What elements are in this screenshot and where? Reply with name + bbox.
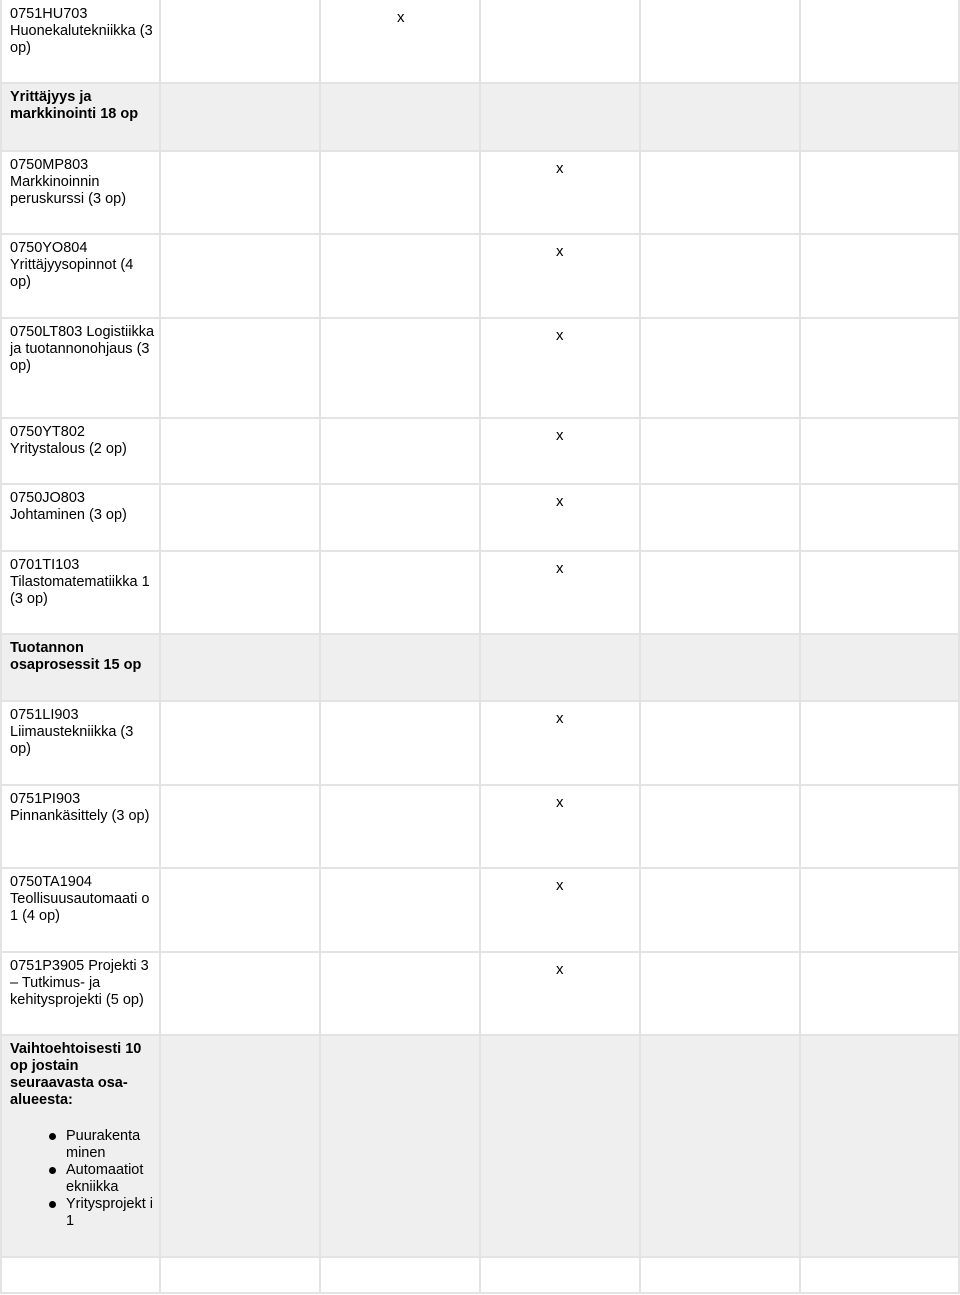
column-divider: [0, 952, 2, 1035]
row-divider: [0, 867, 960, 869]
column-divider: [799, 0, 801, 83]
course-name: 0750TA1904 Teollisuusautomaati o 1 (4 op): [10, 874, 150, 924]
course-name: 0751HU703 Huonekalutekniikka (3 op): [10, 6, 153, 56]
column-divider: [0, 0, 2, 83]
table-row: [0, 551, 960, 634]
column-divider: [479, 318, 481, 418]
selection-mark: x: [556, 160, 564, 177]
column-divider: [0, 234, 2, 318]
column-divider: [479, 234, 481, 318]
table-row: [0, 701, 960, 785]
column-divider: [0, 151, 2, 234]
selection-mark: x: [556, 710, 564, 727]
row-divider: [0, 1034, 960, 1036]
column-divider: [0, 418, 2, 484]
table-row: [0, 318, 960, 418]
column-divider: [0, 1035, 2, 1257]
row-divider: [0, 784, 960, 786]
column-divider: [799, 785, 801, 868]
column-divider: [479, 1257, 481, 1293]
selection-mark: x: [556, 243, 564, 260]
column-divider: [159, 701, 161, 785]
column-divider: [479, 83, 481, 151]
column-divider: [319, 83, 321, 151]
section-title: Vaihtoehtoisesti 10 op jostain seuraavasta osa-alueesta:: [10, 1041, 142, 1108]
column-divider: [159, 1035, 161, 1257]
course-name: 0701TI103 Tilastomatematiikka 1 (3 op): [10, 557, 150, 607]
row-divider: [0, 1292, 960, 1294]
column-divider: [479, 484, 481, 551]
column-divider: [479, 785, 481, 868]
column-divider: [319, 484, 321, 551]
row-divider: [0, 233, 960, 235]
course-name: 0750YT802 Yritystalous (2 op): [10, 424, 127, 457]
column-divider: [799, 1257, 801, 1293]
column-divider: [639, 318, 641, 418]
section-header-row: [0, 1035, 960, 1257]
list-item: Yritysprojekt i 1: [10, 1196, 155, 1230]
section-header-row: [0, 83, 960, 151]
row-divider: [0, 317, 960, 319]
column-divider: [159, 1257, 161, 1293]
column-divider: [319, 785, 321, 868]
selection-mark: x: [556, 794, 564, 811]
column-divider: [159, 318, 161, 418]
column-divider: [319, 151, 321, 234]
column-divider: [639, 0, 641, 83]
section-header-row: [0, 634, 960, 701]
column-divider: [0, 83, 2, 151]
course-name: 0751LI903 Liimaustekniikka (3 op): [10, 707, 134, 757]
table-row: [0, 418, 960, 484]
column-divider: [319, 952, 321, 1035]
column-divider: [799, 634, 801, 701]
column-divider: [799, 83, 801, 151]
column-divider: [799, 868, 801, 952]
column-divider: [319, 1257, 321, 1293]
empty-row: [0, 1257, 960, 1293]
column-divider: [0, 318, 2, 418]
selection-mark: x: [556, 877, 564, 894]
column-divider: [639, 484, 641, 551]
column-divider: [319, 701, 321, 785]
table-row: [0, 868, 960, 952]
table-row: [0, 484, 960, 551]
course-name: 0751PI903 Pinnankäsittely (3 op): [10, 791, 150, 824]
column-divider: [639, 234, 641, 318]
selection-mark: x: [556, 427, 564, 444]
column-divider: [639, 868, 641, 952]
column-divider: [0, 701, 2, 785]
column-divider: [0, 785, 2, 868]
alternatives-list: [10, 1128, 155, 1230]
column-divider: [639, 634, 641, 701]
course-name: 0751P3905 Projekti 3 – Tutkimus- ja kehitysprojekti (5 op): [10, 958, 149, 1008]
column-divider: [799, 234, 801, 318]
column-divider: [639, 151, 641, 234]
row-divider: [0, 951, 960, 953]
column-divider: [479, 701, 481, 785]
row-divider: [0, 633, 960, 635]
column-divider: [639, 551, 641, 634]
row-divider: [0, 483, 960, 485]
table-row: [0, 952, 960, 1035]
table-row: [0, 785, 960, 868]
column-divider: [159, 151, 161, 234]
selection-mark: x: [556, 961, 564, 978]
list-item: Automaatiot ekniikka: [10, 1162, 155, 1196]
column-divider: [319, 418, 321, 484]
column-divider: [159, 634, 161, 701]
column-divider: [0, 484, 2, 551]
column-divider: [159, 83, 161, 151]
column-divider: [479, 634, 481, 701]
course-name: 0750LT803 Logistiikka ja tuotannonohjaus (3 op): [10, 324, 155, 374]
column-divider: [159, 551, 161, 634]
column-divider: [479, 952, 481, 1035]
column-divider: [159, 785, 161, 868]
column-divider: [479, 868, 481, 952]
column-divider: [799, 318, 801, 418]
column-divider: [799, 484, 801, 551]
list-item: Puurakenta minen: [10, 1128, 155, 1162]
selection-mark: x: [397, 9, 405, 26]
column-divider: [639, 1257, 641, 1293]
column-divider: [159, 952, 161, 1035]
row-divider: [0, 700, 960, 702]
column-divider: [479, 1035, 481, 1257]
column-divider: [0, 1257, 2, 1293]
column-divider: [319, 634, 321, 701]
column-divider: [0, 551, 2, 634]
column-divider: [159, 418, 161, 484]
column-divider: [639, 1035, 641, 1257]
column-divider: [639, 785, 641, 868]
column-divider: [159, 234, 161, 318]
column-divider: [639, 701, 641, 785]
column-divider: [159, 868, 161, 952]
selection-mark: x: [556, 493, 564, 510]
column-divider: [479, 0, 481, 83]
column-divider: [319, 1035, 321, 1257]
column-divider: [799, 151, 801, 234]
column-divider: [319, 234, 321, 318]
course-name: 0750YO804 Yrittäjyysopinnot (4 op): [10, 240, 134, 290]
column-divider: [479, 551, 481, 634]
column-divider: [639, 952, 641, 1035]
row-divider: [0, 1256, 960, 1258]
column-divider: [479, 418, 481, 484]
table-row: [0, 234, 960, 318]
row-divider: [0, 82, 960, 84]
column-divider: [639, 83, 641, 151]
column-divider: [639, 418, 641, 484]
table-row: [0, 151, 960, 234]
section-title: Tuotannon osaprosessit 15 op: [10, 640, 142, 673]
column-divider: [319, 0, 321, 83]
column-divider: [0, 634, 2, 701]
column-divider: [159, 484, 161, 551]
table-row: [0, 0, 960, 83]
column-divider: [0, 868, 2, 952]
column-divider: [799, 952, 801, 1035]
row-divider: [0, 417, 960, 419]
row-divider: [0, 150, 960, 152]
column-divider: [319, 318, 321, 418]
course-name: 0750JO803 Johtaminen (3 op): [10, 490, 127, 523]
section-title: Yrittäjyys ja markkinointi 18 op: [10, 89, 139, 122]
column-divider: [319, 551, 321, 634]
row-divider: [0, 550, 960, 552]
column-divider: [799, 1035, 801, 1257]
course-name: 0750MP803 Markkinoinnin peruskurssi (3 op): [10, 157, 127, 207]
column-divider: [799, 701, 801, 785]
column-divider: [479, 151, 481, 234]
selection-mark: x: [556, 560, 564, 577]
selection-mark: x: [556, 327, 564, 344]
column-divider: [159, 0, 161, 83]
column-divider: [319, 868, 321, 952]
column-divider: [799, 418, 801, 484]
column-divider: [799, 551, 801, 634]
